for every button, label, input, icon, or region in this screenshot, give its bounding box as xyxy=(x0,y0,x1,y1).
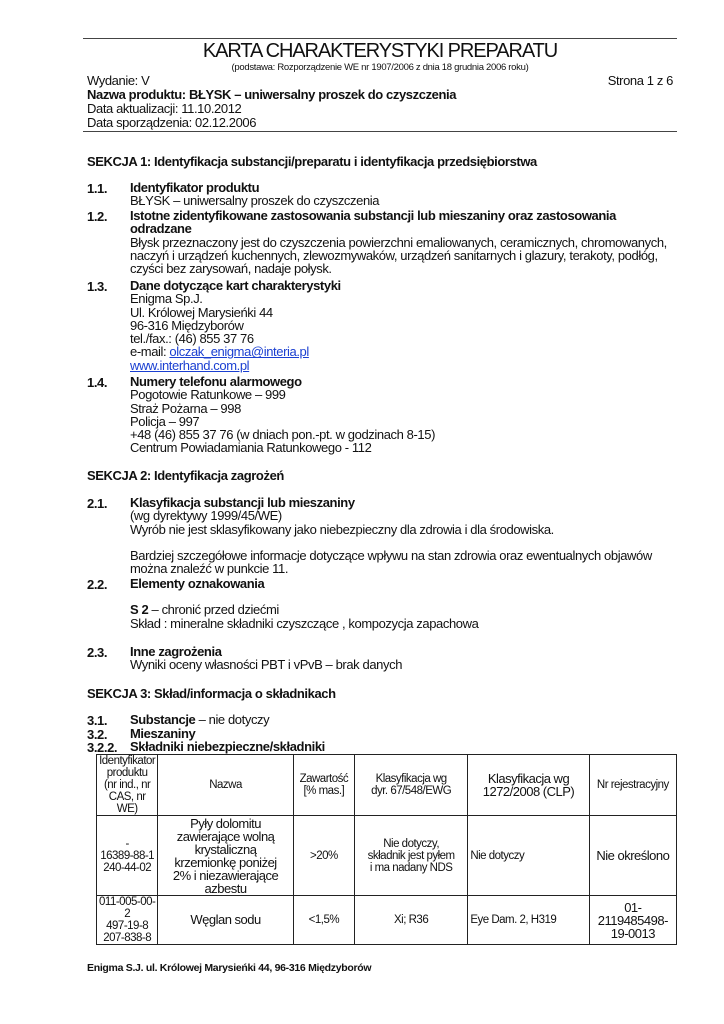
row1-content: >20% xyxy=(293,816,354,896)
row1-id-line: 240-44-02 xyxy=(103,861,152,874)
s14-title: Numery telefonu alarmowego xyxy=(130,374,302,389)
s11-block xyxy=(130,181,675,208)
row1-dsd-line: składnik jest pyłem xyxy=(367,849,455,862)
row2-reg-line: 01- xyxy=(624,899,642,915)
header-id-line: produktu xyxy=(106,767,148,779)
s31-number: 3.1. xyxy=(87,713,108,728)
header-dsd-line: dyr. 67/548/EWG xyxy=(371,785,452,797)
row1-name-line: krzemionkę poniżej xyxy=(174,854,277,870)
s13-block xyxy=(130,279,675,372)
s21-block xyxy=(130,496,675,575)
s23-block xyxy=(130,645,675,672)
section1-heading: SEKCJA 1: Identyfikacja substancji/preparatu i identyfikacja przedsiębiorstwa xyxy=(87,154,537,169)
header-block xyxy=(87,74,673,130)
header-id-line: CAS, nr WE) xyxy=(108,791,146,815)
row2-reg-line: 19-0013 xyxy=(610,925,655,941)
header-id-line: (nr ind., nr xyxy=(103,779,151,791)
s13-number: 1.3. xyxy=(87,279,108,294)
s21-title: Klasyfikacja substancji lub mieszaniny xyxy=(130,495,355,510)
header-content-line: Zawartość xyxy=(299,773,349,785)
row1-name-line: azbestu xyxy=(204,880,247,896)
table-row xyxy=(97,816,677,896)
emergency-fire: Straż Pożarna – 998 xyxy=(130,400,241,416)
update-date: Data aktualizacji: 11.10.2012 xyxy=(87,101,242,116)
s12-text-line1: Błysk przeznaczony jest do czyszczenia powierzchni emaliowanych, ceramicznych, chromowanych, xyxy=(130,234,667,250)
s12-block xyxy=(130,209,675,275)
emergency-company: +48 (46) 855 37 76 (w dniach pon.-pt. w godzinach 8-15) xyxy=(130,427,436,443)
s21-text-line1: (wg dyrektywy 1999/45/WE) xyxy=(130,508,282,524)
row2-reg-line: 2119485498- xyxy=(597,912,668,928)
document-title: KARTA CHARAKTERYSTYKI PREPARATU xyxy=(202,40,558,62)
header-name: Nazwa xyxy=(158,755,293,816)
s21-text-line2: Wyrób nie jest sklasyfikowany jako niebezpieczny dla zdrowia i dla środowiska. xyxy=(130,521,554,537)
row1-dsd-line: Nie dotyczy, xyxy=(383,837,440,850)
s12-text-line2: naczyń i urządzeń kuchennych, zlewozmywaków, urządzeń sanitarnych i glazury, terakoty, podłóg, xyxy=(130,247,658,263)
composition-text: Skład : mineralne składniki czyszczące , kompozycja zapachowa xyxy=(130,615,479,631)
company-phone: tel./fax.: (46) 855 37 76 xyxy=(130,331,254,347)
email-label: e-mail: xyxy=(130,344,170,360)
product-label: Nazwa produktu: xyxy=(87,87,186,102)
components-table xyxy=(96,754,677,945)
s12-title-line1: Istotne zidentyfikowane zastosowania substancji lub mieszaniny oraz zastosowania xyxy=(130,208,616,223)
company-street: Ul. Królowej Marysieńki 44 xyxy=(130,304,273,320)
header-clp-line: Klasyfikacja wg xyxy=(487,771,570,786)
row2-id-line: 497-19-8 xyxy=(106,920,149,932)
s23-text: Wyniki oceny własności PBT i vPvB – brak danych xyxy=(130,657,403,673)
emergency-police: Policja – 997 xyxy=(130,413,200,429)
row1-name-line: 2% i niezawierające xyxy=(172,867,279,883)
s21-text-line3: Bardziej szczegółowe informacje dotyczące wpływu na stan zdrowia oraz ewentualnych objawów xyxy=(130,547,652,563)
emergency-center: Centrum Powiadamiania Ratunkowego - 112 xyxy=(130,440,372,456)
page-number: Strona 1 z 6 xyxy=(607,73,673,88)
row1-id-line: 16389-88-1 xyxy=(100,849,155,862)
emergency-ambulance: Pogotowie Ratunkowe – 999 xyxy=(130,387,286,403)
s14-number: 1.4. xyxy=(87,375,108,390)
s2-code: S 2 xyxy=(130,602,149,618)
header-id-line: Identyfikator xyxy=(99,755,156,767)
company-city: 96-316 Międzyborów xyxy=(130,317,244,333)
s21-number: 2.1. xyxy=(87,496,108,511)
s11-number: 1.1. xyxy=(87,181,108,196)
header-content-line: [% mas.] xyxy=(303,785,345,797)
row2-id-line: 207-838-8 xyxy=(103,932,152,944)
row2-name-line: Węglan sodu xyxy=(190,912,261,927)
s23-title: Inne zagrożenia xyxy=(130,644,222,659)
header-rule xyxy=(83,131,677,132)
s23-number: 2.3. xyxy=(87,645,108,660)
table-row xyxy=(97,896,677,945)
s322-number: 3.2.2. xyxy=(87,740,118,755)
row1-name-line: zawierające wolną xyxy=(176,828,275,844)
s31-text: – nie dotyczy xyxy=(195,712,270,727)
s12-number: 1.2. xyxy=(87,209,108,224)
document-subtitle: (podstawa: Rozporządzenie WE nr 1907/2006 z dnia 18 grudnia 2006 roku) xyxy=(231,62,529,73)
product-name: BŁYSK – uniwersalny proszek do czyszczenia xyxy=(188,87,457,102)
s32-title: Mieszaniny xyxy=(130,726,196,741)
s22-number: 2.2. xyxy=(87,577,108,592)
row2-clp: Eye Dam. 2, H319 xyxy=(468,896,589,945)
section2-heading: SEKCJA 2: Identyfikacja zagrożeń xyxy=(87,468,284,483)
s2-text: – chronić przed dziećmi xyxy=(148,602,279,618)
row2-dsd-line: Xi; R36 xyxy=(394,914,429,926)
row1-name-line: Pyły dolomitu xyxy=(190,815,261,831)
website-link[interactable]: www.interhand.com.pl xyxy=(130,357,250,373)
s11-title: Identyfikator produktu xyxy=(130,180,260,195)
table-header-row xyxy=(97,755,677,816)
row2-content: <1,5% xyxy=(293,896,354,945)
s31-title: Substancje xyxy=(130,712,196,727)
s22-block xyxy=(130,577,675,630)
header-registration: Nr rejestracyjny xyxy=(589,755,676,816)
s32-number: 3.2. xyxy=(87,727,108,742)
row1-reg-line: Nie określono xyxy=(596,847,670,863)
edition: Wydanie: V xyxy=(87,73,150,88)
company-name: Enigma Sp.J. xyxy=(130,291,203,307)
header-dsd-line: Klasyfikacja wg xyxy=(375,773,447,785)
creation-date: Data sporządzenia: 02.12.2006 xyxy=(87,115,257,130)
s12-title-line2: odradzane xyxy=(130,221,192,237)
s31-line xyxy=(130,713,675,726)
section3-heading: SEKCJA 3: Skład/informacja o składnikach xyxy=(87,686,336,701)
s22-title: Elementy oznakowania xyxy=(130,576,265,591)
s12-text-line3: czyści bez zarysowań, nadaje połysk. xyxy=(130,261,332,277)
s13-title: Dane dotyczące kart charakterystyki xyxy=(130,278,341,293)
s322-title: Składniki niebezpieczne/składniki xyxy=(130,739,325,754)
page-footer: Enigma S.J. ul. Królowej Marysieńki 44, 96-316 Międzyborów xyxy=(87,962,372,974)
row1-clp: Nie dotyczy xyxy=(468,816,589,896)
header-clp-line: 1272/2008 (CLP) xyxy=(482,784,575,799)
s21-text-line4: można znaleźć w punkcie 11. xyxy=(130,561,289,577)
row1-name-line: krystaliczną xyxy=(194,841,257,857)
s11-text: BŁYSK – uniwersalny proszek do czyszczenia xyxy=(130,193,380,209)
row1-dsd-line: i ma nadany NDS xyxy=(369,861,453,874)
s14-block xyxy=(130,375,675,455)
email-link[interactable]: olczak_enigma@interia.pl xyxy=(169,344,309,360)
top-rule xyxy=(83,38,677,39)
row1-id-line: - xyxy=(125,837,129,850)
row2-id-line: 011-005-00-2 xyxy=(99,896,156,920)
